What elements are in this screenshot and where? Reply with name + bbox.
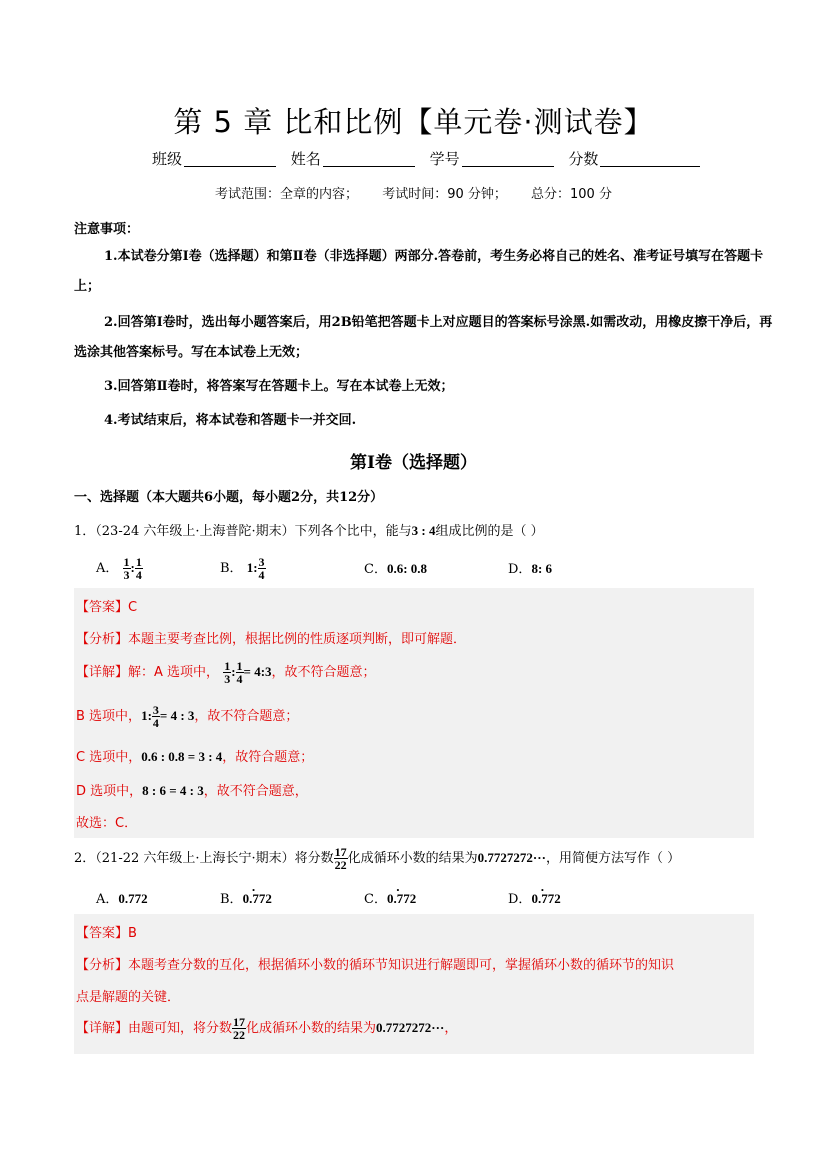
note-item: 1.本试卷分第Ⅰ卷（选择题）和第Ⅱ卷（非选择题）两部分.答卷前，考生务必将自己的姓名、准考证号填写在答题卡上； (74, 249, 764, 294)
option-math: 0.772 (118, 891, 148, 906)
exam-scope: 考试范围：全章的内容； (215, 187, 359, 202)
part-title: 一、选择题（本大题共6小题，每小题2分，共12分） (74, 490, 384, 505)
option-label: C． (364, 562, 387, 577)
page-title: 第 5 章 比和比例【单元卷·测试卷】 (173, 105, 654, 139)
q1-detail-b: B 选项中，1: $\frac{3}{4}$ = 4 : 3，故不符合题意； (76, 703, 299, 730)
q1-answer-box (74, 588, 754, 838)
q1-option-b[interactable] (220, 556, 266, 581)
option-label: C． (364, 892, 387, 907)
q1-ratio: 3 : 4 (411, 523, 436, 538)
exam-total-score: 总分：100 分 (531, 187, 612, 202)
option-label: D． (508, 892, 532, 907)
exam-meta (0, 183, 827, 202)
q1-detail-a: 【详解】解：A 选项中， $\frac{1}{3}$ : $\frac{1}{4}$ = 4:3，故不符合题意； (76, 659, 376, 686)
note-item: 3.回答第Ⅱ卷时，将答案写在答题卡上。写在本试卷上无效； (104, 379, 454, 394)
option-label: B． (220, 892, 243, 907)
note-item: 4.考试结束后，将本试卷和答题卡一并交回. (104, 413, 357, 428)
option-label: B． (220, 561, 243, 576)
option-math: 8: 6 (531, 561, 553, 576)
q2-detail: 【详解】由题可知，将分数 $\frac{17}{22}$ 化成循环小数的结果为0.7727272···， (76, 1015, 458, 1042)
q2-decimal: 0.7727272··· (477, 850, 546, 865)
section-title: 第Ⅰ卷（选择题） (350, 453, 477, 473)
option-math: · 0.772 (531, 891, 560, 906)
q1-prefix: 1．（23-24 六年级上·上海普陀·期末）下列各个比中，能与 (74, 524, 412, 539)
class-label: 班级 (152, 150, 183, 168)
q1-conclusion: 故选：C． (76, 816, 138, 831)
q2-analysis-cont: 点是解题的关键． (76, 990, 181, 1005)
q2-analysis: 【分析】本题考查分数的互化，根据循环小数的循环节知识进行解题即可，掌握循环小数的循环节的知识 (76, 958, 675, 973)
fraction: $\frac{1}{3}$ (123, 555, 130, 582)
option-label: D． (508, 562, 532, 577)
q1-suffix: 组成比例的是（ ） (435, 524, 544, 539)
q1-detail-c: C 选项中，0.6 : 0.8 = 3 : 4，故符合题意； (76, 749, 314, 765)
student-id-label: 学号 (429, 150, 460, 168)
question-2 (74, 846, 680, 871)
question-1 (74, 520, 544, 539)
q2-prefix: 2．（21-22 六年级上·上海长宁·期末）将分数 (74, 851, 334, 866)
student-id-blank[interactable] (462, 150, 554, 167)
q1-analysis: 【分析】本题主要考查比例，根据比例的性质逐项判断，即可解题． (76, 632, 467, 647)
q2-option-d[interactable] (508, 888, 561, 907)
exam-time: 考试时间：90 分钟； (382, 187, 507, 202)
q2-option-c[interactable] (364, 888, 416, 907)
q1-option-a[interactable] (96, 556, 143, 581)
q1-answer: 【答案】C (76, 600, 138, 615)
q2-option-b[interactable] (220, 888, 272, 907)
q2-option-a[interactable] (96, 888, 148, 907)
option-math: · 0.772 (387, 891, 416, 906)
fraction: $\frac{1}{4}$ (135, 555, 142, 582)
student-info-line (152, 148, 710, 169)
score-label: 分数 (568, 150, 599, 168)
score-blank[interactable] (600, 150, 700, 167)
name-label: 姓名 (290, 150, 321, 168)
option-math: 0.6: 0.8 (386, 561, 428, 576)
q1-option-c[interactable] (364, 558, 427, 577)
q2-answer-box (74, 914, 754, 1054)
option-label: A． (96, 892, 119, 907)
option-math: · 0.772 (243, 891, 272, 906)
class-blank[interactable] (184, 150, 276, 167)
q2-answer: 【答案】B (76, 926, 137, 941)
q2-middle: 化成循环小数的结果为 (347, 851, 478, 866)
option-label: A． (96, 561, 119, 576)
q1-detail-d: D 选项中，8 : 6 = 4 : 3，故不符合题意， (76, 783, 308, 799)
q2-suffix: ，用简便方法写作（ ） (545, 851, 681, 866)
q1-option-d[interactable] (508, 558, 552, 577)
colon: : (130, 560, 135, 575)
note-item: 2.回答第Ⅰ卷时，选出每小题答案后，用2B铅笔把答题卡上对应题目的答案标号涂黑.如需改动，用橡皮擦干净后，再选涂其他答案标号。写在本试卷上无效； (74, 315, 773, 360)
fraction: $\frac{3}{4}$ (258, 555, 265, 582)
notes-heading: 注意事项： (74, 222, 140, 237)
name-blank[interactable] (323, 150, 415, 167)
option-math: 1: (246, 560, 258, 575)
fraction: $\frac{17}{22}$ (334, 845, 347, 872)
